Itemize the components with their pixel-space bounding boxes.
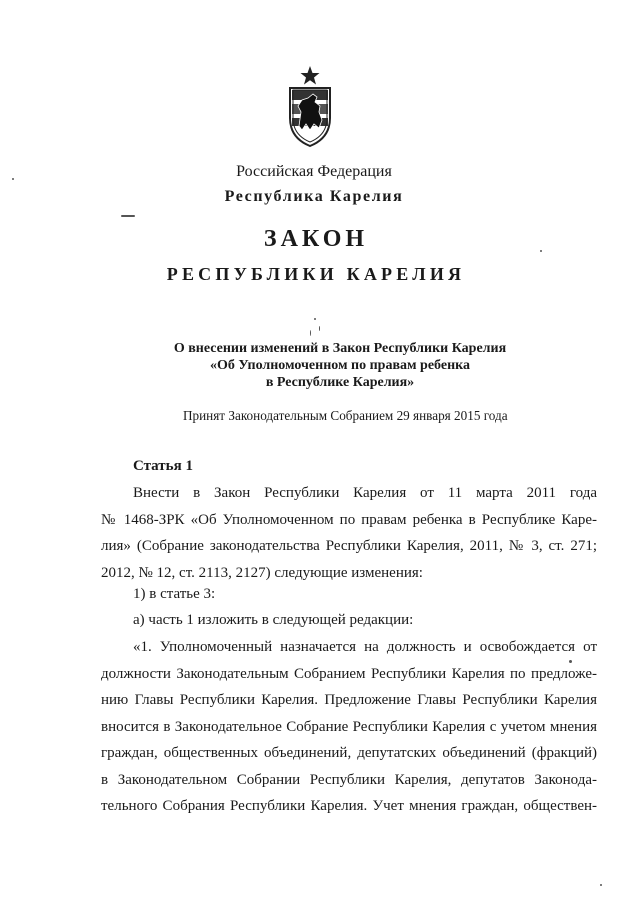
scan-speck (12, 178, 14, 180)
republic-heading: Республика Карелия (224, 188, 404, 205)
quote-line: граждан, общественных объединений, депутатских объединений (фракций) (101, 745, 597, 761)
scan-speck (540, 250, 542, 252)
scan-speck (600, 884, 602, 886)
scan-speck (314, 318, 316, 320)
subject-line: «Об Уполномоченном по правам ребенка (209, 358, 471, 373)
scan-speck (569, 660, 572, 663)
law-title: ЗАКОН (263, 226, 369, 252)
law-subject (150, 340, 530, 391)
law-subtitle: РЕСПУБЛИКИ КАРЕЛИЯ (166, 264, 466, 284)
federation-heading: Российская Федерация (236, 163, 392, 180)
article-paragraph (101, 480, 597, 586)
scan-speck (121, 215, 135, 217)
article-item (101, 581, 597, 608)
quote-line: вносится в Законодательное Собрание Республики Карелия с учетом мнения (101, 718, 597, 735)
scan-speck (310, 330, 311, 336)
paragraph-line: № 1468-ЗРК «Об Уполномоченном по правам ребенка в Республике Каре- (101, 511, 597, 528)
quote-line: нию Главы Республики Карелия. Предложение Главы Республики Карелия (101, 692, 597, 708)
karelia-coat-of-arms-icon (286, 64, 334, 148)
adoption-note: Принят Законодательным Собранием 29 января 2015 года (183, 408, 508, 423)
quoted-text (101, 634, 597, 820)
paragraph-line: лия» (Собрание законодательства Республики Карелия, 2011, № 3, ст. 271; (101, 538, 597, 554)
quote-line: должности Законодательным Собранием Республики Карелия по предложе- (101, 665, 597, 682)
subject-line: О внесении изменений в Закон Республики Карелия (173, 341, 507, 356)
quote-line: «1. Уполномоченный назначается на должность и освобождается от (133, 639, 597, 655)
quote-line: в Законодательном Собрании Республики Карелия, депутатов Законода- (101, 771, 597, 788)
paragraph-line: Внести в Закон Республики Карелия от 11 марта 2011 года (133, 485, 597, 501)
article-heading: Статья 1 (133, 458, 193, 474)
subitem-line: а) часть 1 изложить в следующей редакции: (133, 612, 414, 628)
subject-line: в Республике Карелия» (265, 375, 415, 390)
scan-speck (319, 326, 320, 331)
quote-line: тельного Собрания Республики Карелия. Учет мнения граждан, обществен- (101, 798, 597, 814)
article-subitem (101, 607, 597, 634)
item-line: 1) в статье 3: (133, 586, 216, 602)
paragraph-line: 2012, № 12, ст. 2113, 2127) следующие изменения: (101, 564, 423, 581)
